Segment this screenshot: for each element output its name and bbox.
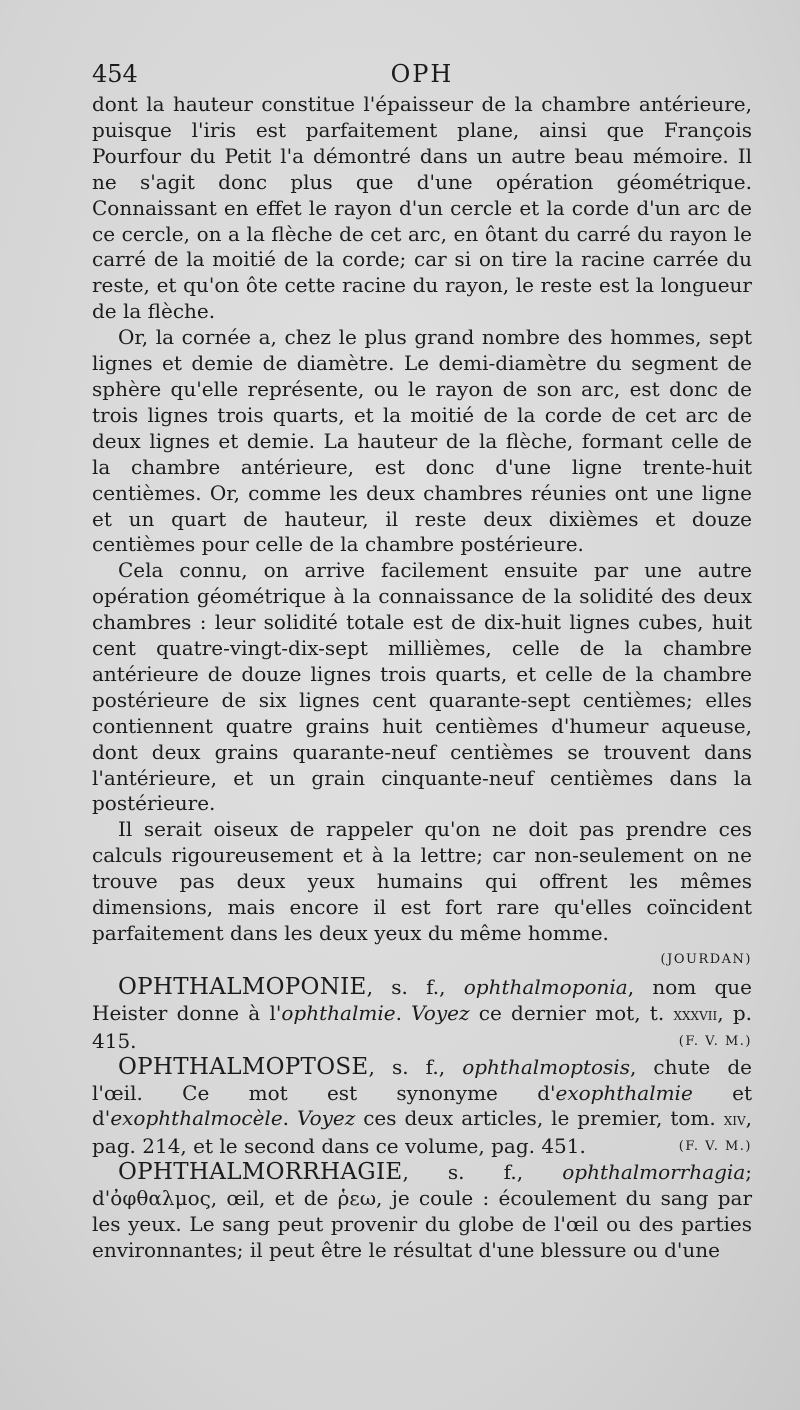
entry-text: ; d'ὀφθαλμος, œil, et de ῥεω, je coule : écoulement du sang par les yeux. Le sang peut provenir du globe de l'œil ou des parties environnantes; il peut être le résultat d'une blessure ou d'une <box>92 1160 752 1262</box>
dictionary-entry <box>92 975 752 1055</box>
entry-latin: ophthalmoptosis <box>462 1054 630 1079</box>
entry-text: , s. f., <box>368 1054 463 1079</box>
dictionary-entry <box>92 1160 752 1264</box>
entry-volume: xiv <box>723 1110 746 1131</box>
paragraph: Or, la cornée a, chez le plus grand nombre des hommes, sept lignes et demie de diamètre. Le demi-diamètre du segment de sphère qu'elle représente, ou le rayon de son arc, est donc de trois lignes trois quarts, et la moitié de la corde de cet arc de deux lignes et demie. La hauteur de la flèche, formant celle de la chambre antérieure, est donc d'une ligne trente-huit centièmes. Or, comme les deux chambres réunies ont une ligne et un quart de hauteur, il reste deux dixièmes et douze centièmes pour celle de la chambre postérieure. <box>92 325 752 557</box>
entry-text: , chute de l'œil. Ce mot est synonyme d' <box>92 1054 752 1105</box>
entry-text: , s. f., <box>402 1160 563 1185</box>
dictionary-entry <box>92 1055 752 1161</box>
entry-headword: OPHTHALMOPONIE <box>118 973 367 1000</box>
entry-text: , p. 415. <box>92 1000 753 1053</box>
entry-signature: (F. V. M.) <box>678 1139 752 1155</box>
entry-italic: Voyez <box>296 1106 356 1131</box>
entry-text: ce dernier mot, t. <box>469 1000 674 1025</box>
author-signature: (JOURDAN) <box>660 951 752 967</box>
entry-latin: ophthalmorrhagia <box>562 1160 746 1185</box>
paragraph: Il serait oiseux de rappeler qu'on ne doit pas prendre ces calculs rigoureusement et à la lettre; car non-seulement on ne trouve pas deux yeux humains qui offrent les mêmes dimensions, mais encore il est fort rare qu'elles coïncident parfaitement dans les deux yeux du même homme. <box>92 817 752 945</box>
entry-text: ces deux articles, le premier, tom. <box>355 1106 724 1131</box>
entry-text: , s. f., <box>366 974 464 999</box>
entry-headword: OPHTHALMOPTOSE <box>118 1053 369 1080</box>
paragraph: Cela connu, on arrive facilement ensuite par une autre opération géométrique à la connaissance de la solidité des deux chambres : leur solidité totale est de dix-huit lignes cubes, huit cent quatre-vingt-dix-sept millièmes, celle de la chambre antérieure de douze lignes trois quarts, et celle de la chambre postérieure de six lignes cent quarante-sept centièmes; elles contiennent quatre grains huit centièmes d'humeur aqueuse, dont deux grains quarante-neuf centièmes se trouvent dans l'antérieure, et un grain cinquante-neuf centièmes dans la postérieure. <box>92 558 752 816</box>
entry-volume: xxxvii <box>673 1004 718 1025</box>
entry-text: et d' <box>92 1080 752 1131</box>
entry-italic: Voyez <box>411 1000 470 1025</box>
entry-text: . <box>282 1106 297 1131</box>
entry-text: , nom que Heister donne à l' <box>92 974 752 1025</box>
entry-text: , pag. 214, et le second dans ce volume, pag. 451. <box>92 1106 752 1159</box>
page-header <box>92 60 752 94</box>
running-head: OPH <box>390 60 454 88</box>
entry-latin: ophthalmoponia <box>463 974 628 999</box>
paragraph: dont la hauteur constitue l'épaisseur de la chambre antérieure, puisque l'iris est parfaitement plane, ainsi que François Pourfour du Petit l'a démontré dans un autre beau mémoire. Il ne s'agit donc plus que d'une opération géométrique. Connaissant en effet le rayon d'un cercle et la corde d'un arc de ce cercle, on a la flèche de cet arc, en ôtant du carré du rayon le carré de la moitié de la corde; car si on tire la racine carrée du reste, et qu'on ôte cette racine du rayon, le reste est la longueur de la flèche. <box>92 92 752 324</box>
entry-headword: OPHTHALMORRHAGIE <box>118 1159 403 1186</box>
entry-italic: ophthalmie <box>281 1000 396 1025</box>
entry-signature: (F. V. M.) <box>678 1033 752 1049</box>
page-number: 454 <box>92 60 138 88</box>
entry-italic: exophthalmocèle <box>110 1106 283 1131</box>
entry-italic: exophthalmie <box>555 1080 693 1105</box>
entry-text: . <box>395 1000 412 1025</box>
page-body <box>92 92 752 1264</box>
